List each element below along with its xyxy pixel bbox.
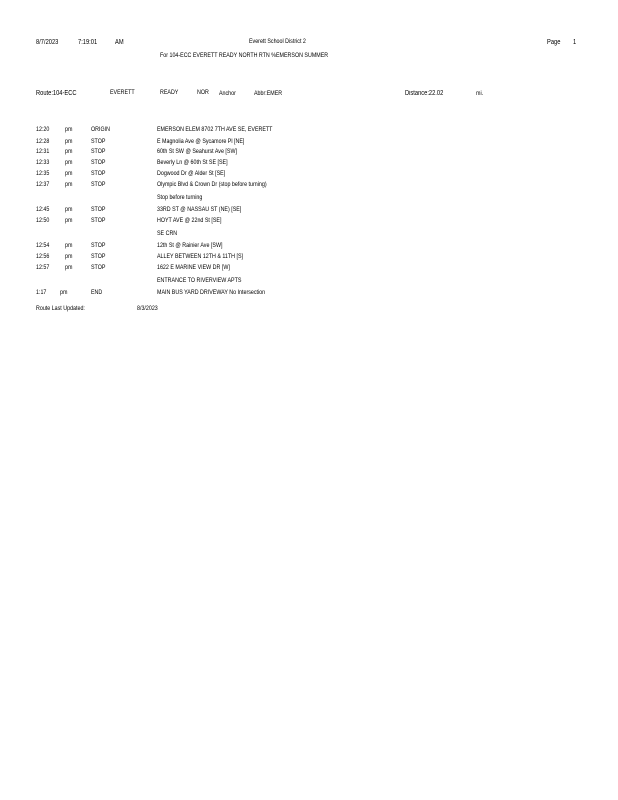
stop-ampm: pm [65, 181, 73, 188]
stop-time: 12:45 [36, 206, 50, 213]
stop-time: 12:33 [36, 159, 50, 166]
report-time: 7:19:01 [78, 39, 98, 46]
report-time-ampm: AM [115, 39, 124, 46]
route-distance: Distance:22.02 [405, 90, 444, 97]
stop-type: STOP [91, 181, 106, 188]
stop-description: ENTRANCE TO RIVERVIEW APTS [157, 277, 242, 284]
stop-description: HOYT AVE @ 22nd St [SE] [157, 217, 222, 224]
stop-ampm: pm [65, 242, 73, 249]
stop-time: 12:50 [36, 217, 50, 224]
stop-ampm: pm [65, 138, 73, 145]
route-abbr: Abbr:EMER [254, 90, 283, 97]
stop-ampm: pm [60, 289, 68, 296]
stop-time: 12:35 [36, 170, 50, 177]
stop-description: E Magnolia Ave @ Sycamore Pl [NE] [157, 138, 245, 145]
stop-description: 33RD ST @ NASSAU ST (NE) [SE] [157, 206, 242, 213]
stop-time: 1:17 [36, 289, 47, 296]
stop-description: Stop before turning [157, 194, 203, 201]
route-city: EVERETT [110, 89, 135, 96]
last-updated-date: 8/3/2023 [137, 305, 158, 312]
stop-type: STOP [91, 217, 106, 224]
stop-type: STOP [91, 138, 106, 145]
last-updated-label: Route Last Updated: [36, 305, 85, 312]
stop-description: EMERSON ELEM 8702 7TH AVE SE, EVERETT [157, 126, 273, 133]
stop-type: STOP [91, 264, 106, 271]
stop-description: MAIN BUS YARD DRIVEWAY No Intersection [157, 289, 266, 296]
stop-time: 12:20 [36, 126, 50, 133]
route-direction: NOR [197, 89, 209, 96]
route-id: Route:104-ECC [36, 90, 77, 97]
stop-ampm: pm [65, 253, 73, 260]
stop-ampm: pm [65, 217, 73, 224]
stop-time: 12:28 [36, 138, 50, 145]
stop-description: SE CRN [157, 230, 178, 237]
stop-description: 1622 E MARINE VIEW DR [W] [157, 264, 230, 271]
stop-description: 12th St @ Rainier Ave [SW] [157, 242, 223, 249]
stop-type: STOP [91, 170, 106, 177]
page-label: Page [547, 39, 561, 46]
stop-type: STOP [91, 253, 106, 260]
stop-ampm: pm [65, 126, 73, 133]
stop-ampm: pm [65, 206, 73, 213]
report-subtitle: For 104-ECC EVERETT READY NORTH RTN %EMERSON SUMMER [160, 52, 329, 59]
route-distance-units: mi. [476, 90, 484, 97]
stop-ampm: pm [65, 264, 73, 271]
route-anchor: Anchor [219, 90, 236, 97]
page-number: 1 [573, 39, 577, 46]
stop-type: END [91, 289, 103, 296]
stop-time: 12:56 [36, 253, 50, 260]
report-title: Everett School District 2 [249, 38, 306, 45]
stop-type: STOP [91, 206, 106, 213]
stop-type: ORIGIN [91, 126, 110, 133]
stop-time: 12:37 [36, 181, 50, 188]
stop-time: 12:54 [36, 242, 50, 249]
stop-description: Dogwood Dr @ Alder St [SE] [157, 170, 226, 177]
stop-description: ALLEY BETWEEN 12TH & 11TH [S] [157, 253, 244, 260]
report-date: 8/7/2023 [36, 39, 59, 46]
stop-type: STOP [91, 242, 106, 249]
stop-description: Olympic Blvd & Crown Dr (stop before turning) [157, 181, 267, 188]
stop-time: 12:31 [36, 148, 50, 155]
stop-description: Beverly Ln @ 60th St SE [SE] [157, 159, 228, 166]
route-status: READY [160, 89, 179, 96]
stop-type: STOP [91, 159, 106, 166]
stop-ampm: pm [65, 159, 73, 166]
stop-description: 60th St SW @ Seahurst Ave [SW] [157, 148, 237, 155]
stop-type: STOP [91, 148, 106, 155]
stop-ampm: pm [65, 148, 73, 155]
stop-ampm: pm [65, 170, 73, 177]
stop-time: 12:57 [36, 264, 50, 271]
